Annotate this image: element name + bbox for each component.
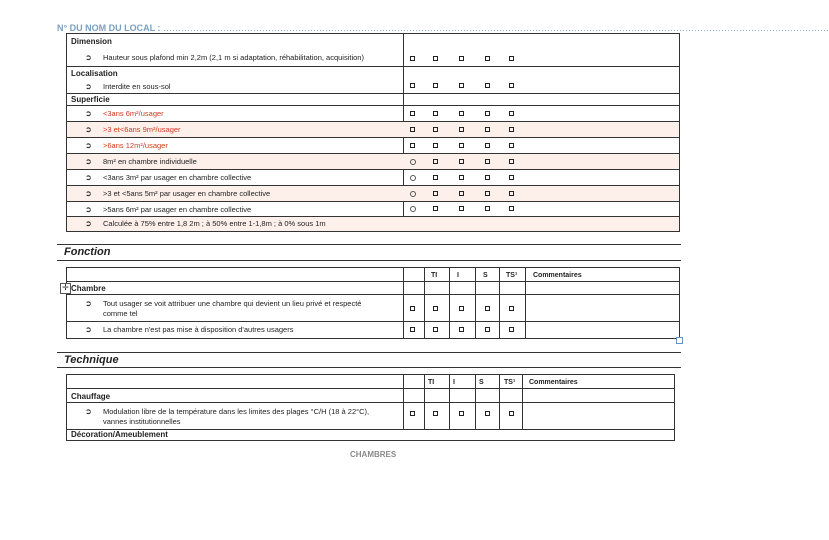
arrow-bullet-icon: ➲ [85, 125, 92, 134]
chauffage-section [67, 389, 674, 403]
localisation-section [67, 67, 679, 94]
chauffage-item-continued: vannes institutionnelles [103, 417, 181, 426]
checkbox[interactable] [485, 56, 490, 61]
checkbox[interactable] [509, 83, 514, 88]
checkbox[interactable] [509, 175, 514, 180]
checkbox[interactable] [459, 83, 464, 88]
checkbox[interactable] [410, 411, 415, 416]
superficie-item: >6ans 12m²/usager [103, 141, 168, 150]
checkbox[interactable] [433, 191, 438, 196]
checkbox[interactable] [459, 56, 464, 61]
checkbox[interactable] [485, 83, 490, 88]
checkbox[interactable] [509, 206, 514, 211]
move-handle-icon[interactable]: ✛ [60, 283, 71, 294]
divider [57, 352, 681, 353]
superficie-item: 8m² en chambre individuelle [103, 157, 197, 166]
checkbox[interactable] [509, 327, 514, 332]
checkbox[interactable] [433, 143, 438, 148]
superficie-item: <3ans 3m² par usager en chambre collective [103, 173, 252, 182]
checkbox[interactable] [509, 111, 514, 116]
list-item [67, 217, 679, 231]
checkbox[interactable] [410, 111, 415, 116]
checkbox[interactable] [459, 111, 464, 116]
arrow-bullet-icon: ➲ [85, 141, 92, 150]
page-header-dots: …………………………………………………………………………………………………………………………………………………………………………………………………… [162, 23, 829, 33]
checkbox[interactable] [433, 411, 438, 416]
checkbox[interactable] [459, 327, 464, 332]
checkbox[interactable] [459, 411, 464, 416]
arrow-bullet-icon: ➲ [85, 189, 92, 198]
list-item [67, 138, 679, 154]
dimension-section [67, 34, 679, 67]
chambre-item: Tout usager se voit attribuer une chambre qui devient un lieu privé et respecté [103, 299, 362, 308]
checkbox[interactable] [509, 306, 514, 311]
dimension-item: Hauteur sous plafond min 2,2m (2,1 m si adaptation, réhabilitation, acquisition) [103, 53, 364, 62]
checkbox[interactable] [509, 143, 514, 148]
checkbox[interactable] [485, 111, 490, 116]
checkbox[interactable] [485, 411, 490, 416]
list-item [67, 122, 679, 138]
column-header: S [483, 272, 488, 279]
arrow-bullet-icon: ➲ [85, 325, 92, 334]
radio-button[interactable] [410, 175, 416, 181]
superficie-item: <3ans 6m²/usager [103, 109, 164, 118]
section-title: Dimension [71, 37, 112, 46]
checkbox[interactable] [433, 56, 438, 61]
chauffage-item: Modulation libre de la température dans les limites des plages °C/H (18 à 22°C), [103, 407, 370, 416]
superficie-section [67, 94, 679, 106]
checkbox[interactable] [459, 127, 464, 132]
superficie-item: >3 et<6ans 9m²/usager [103, 125, 181, 134]
checkbox[interactable] [509, 411, 514, 416]
page-footer: CHAMBRES [350, 450, 397, 459]
column-header: TS¹ [504, 379, 516, 386]
checkbox[interactable] [459, 306, 464, 311]
checkbox[interactable] [485, 306, 490, 311]
checkbox[interactable] [433, 159, 438, 164]
column-header: Commentaires [533, 272, 582, 279]
list-item [67, 186, 679, 202]
list-item [67, 322, 679, 338]
checkbox[interactable] [433, 306, 438, 311]
checkbox[interactable] [459, 143, 464, 148]
checkbox[interactable] [433, 111, 438, 116]
arrow-bullet-icon: ➲ [85, 109, 92, 118]
column-header: TS¹ [506, 272, 518, 279]
decoration-section [67, 430, 674, 440]
checkbox[interactable] [433, 327, 438, 332]
superficie-item: Calculée à 75% entre 1,8 2m ; à 50% entre 1-1,8m ; à 0% sous 1m [103, 219, 326, 228]
checkbox[interactable] [485, 327, 490, 332]
checkbox[interactable] [410, 83, 415, 88]
section-title: Localisation [71, 69, 118, 78]
divider [57, 260, 681, 261]
checkbox[interactable] [433, 175, 438, 180]
arrow-bullet-icon: ➲ [85, 173, 92, 182]
list-item [67, 202, 679, 217]
section-title: Chauffage [71, 392, 111, 401]
list-item [67, 170, 679, 186]
chambre-item: La chambre n'est pas mise à disposition d'autres usagers [103, 325, 294, 334]
list-item [67, 106, 679, 122]
checkbox[interactable] [459, 175, 464, 180]
arrow-bullet-icon: ➲ [85, 407, 92, 416]
section-title: Décoration/Ameublement [71, 430, 168, 439]
arrow-bullet-icon: ➲ [85, 219, 92, 228]
checkbox[interactable] [410, 127, 415, 132]
page-header-label: N° DU NOM DU LOCAL : [57, 23, 161, 33]
list-item [67, 295, 679, 322]
arrow-bullet-icon: ➲ [85, 299, 92, 308]
radio-button[interactable] [410, 191, 416, 197]
checkbox[interactable] [485, 159, 490, 164]
column-header: S [479, 379, 484, 386]
resize-handle-icon[interactable] [676, 337, 683, 344]
checkbox[interactable] [410, 327, 415, 332]
column-header: TI [428, 379, 435, 386]
page-header [57, 23, 829, 33]
checkbox[interactable] [485, 206, 490, 211]
list-item [67, 154, 679, 170]
chambre-item-continued: comme tel [103, 309, 138, 318]
requirements-table [66, 33, 680, 232]
checkbox[interactable] [433, 83, 438, 88]
divider [57, 244, 681, 245]
superficie-item: >3 et <5ans 5m² par usager en chambre collective [103, 189, 271, 198]
superficie-item: >5ans 6m² par usager en chambre collective [103, 205, 252, 214]
technique-table [66, 374, 675, 441]
section-title: Chambre [71, 284, 106, 293]
checkbox[interactable] [485, 143, 490, 148]
checkbox[interactable] [433, 206, 438, 211]
checkbox[interactable] [410, 56, 415, 61]
fonction-table [66, 267, 680, 339]
fonction-title: Fonction [64, 246, 111, 258]
divider [57, 367, 681, 368]
header-row [67, 375, 674, 389]
checkbox[interactable] [509, 56, 514, 61]
column-header: I [457, 272, 459, 279]
list-item [67, 403, 674, 430]
column-header: Commentaires [529, 379, 578, 386]
column-header: I [453, 379, 455, 386]
technique-title: Technique [64, 354, 119, 366]
arrow-bullet-icon: ➲ [85, 157, 92, 166]
checkbox[interactable] [410, 143, 415, 148]
arrow-bullet-icon: ➲ [85, 82, 92, 91]
radio-button[interactable] [410, 159, 416, 165]
radio-button[interactable] [410, 206, 416, 212]
checkbox[interactable] [459, 159, 464, 164]
checkbox[interactable] [485, 175, 490, 180]
checkbox[interactable] [410, 306, 415, 311]
checkbox[interactable] [509, 191, 514, 196]
column-header: TI [431, 272, 438, 279]
chambre-section [67, 282, 679, 295]
header-row [67, 268, 679, 282]
arrow-bullet-icon: ➲ [85, 205, 92, 214]
arrow-bullet-icon: ➲ [85, 53, 92, 62]
checkbox[interactable] [509, 127, 514, 132]
checkbox[interactable] [459, 191, 464, 196]
localisation-item: Interdite en sous-sol [103, 82, 171, 91]
checkbox[interactable] [509, 159, 514, 164]
checkbox[interactable] [485, 127, 490, 132]
section-title: Superficie [71, 95, 110, 104]
checkbox[interactable] [459, 206, 464, 211]
checkbox[interactable] [433, 127, 438, 132]
checkbox[interactable] [485, 191, 490, 196]
